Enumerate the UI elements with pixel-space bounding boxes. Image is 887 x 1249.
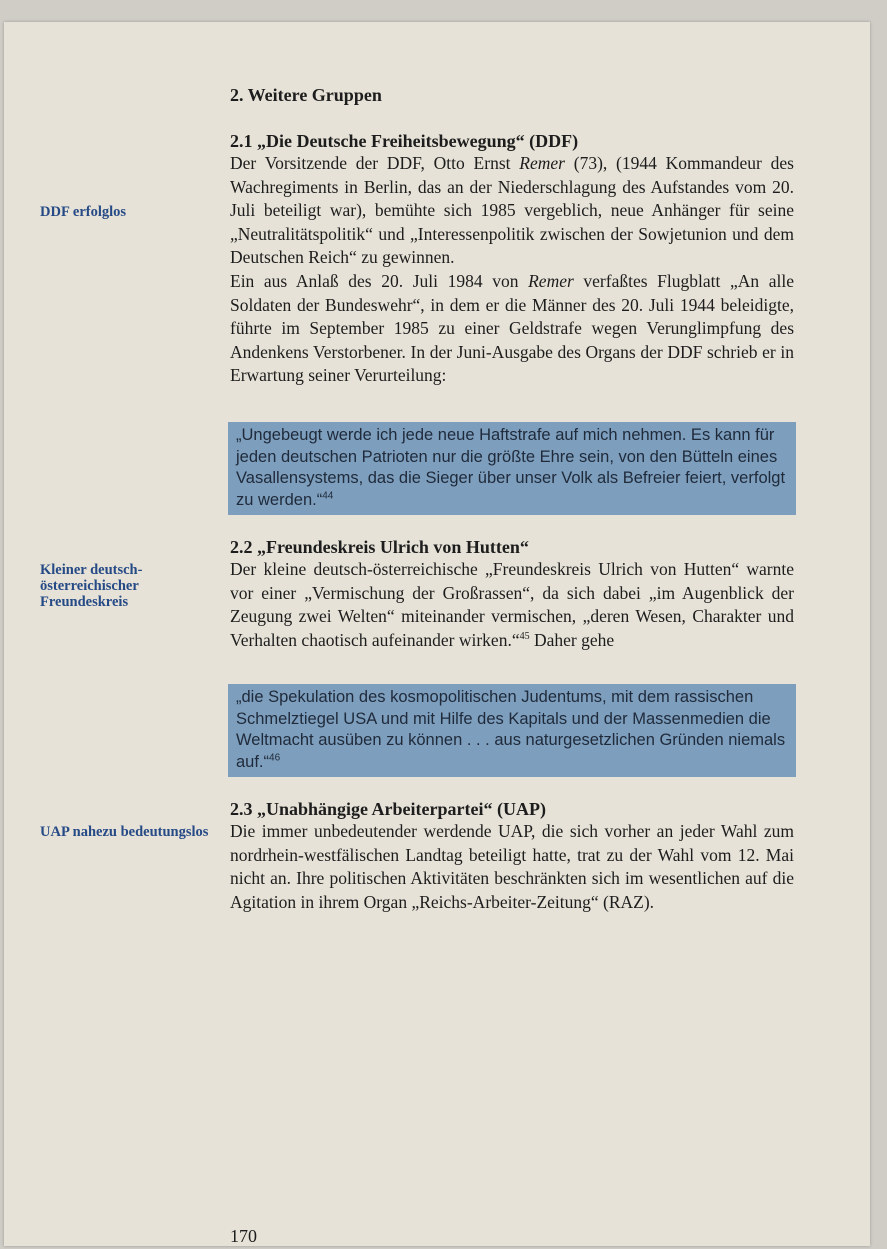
document-page xyxy=(4,22,870,1246)
page-number: 170 xyxy=(230,1226,257,1246)
section-title: 2. Weitere Gruppen xyxy=(230,85,382,105)
paragraph-ddf-2: Ein aus Anlaß des 20. Juli 1984 von Remer verfaßtes Flugblatt „An alle Soldaten der Bundeswehr“, in dem er die Männer des 20. Juli 1944 beleidigte, führte im September 1985 zu einer Geldstrafe wegen Verunglimpfung des Andenkens Verstorbener. In der Juni-Ausgabe des Organs der DDF schrieb er in Erwartung seiner Verurteilung: xyxy=(230,270,795,386)
paragraph-ddf-1: Der Vorsitzende der DDF, Otto Ernst Remer (73), (1944 Kommandeur des Wachregiments in Berlin, das an der Niederschlagung des Aufstandes vom 20. Juli beteiligt war), bemühte sich 1985 vergeblich, neue Anhänger für seine „Neutralitätspolitik“ und „Interessenpolitik zwischen der Sowjetunion und dem Deutschen Reich“ zu gewinnen. xyxy=(230,153,794,268)
footnote-46: 46 xyxy=(269,752,281,763)
footnote-44: 44 xyxy=(322,490,334,501)
footnote-45: 45 xyxy=(519,630,530,642)
paragraph-uap-1: Die immer unbedeutender werdende UAP, die sich vorher an jeder Wahl zum nordrhein-westfälischen Landtag beteiligt hatte, trat zu der Wahl vom 12. Mai nicht an. Ihre politischen Aktivitäten beschränkten sich im wesentlichen auf die Agitation in ihrem Organ „Reichs-Arbeiter-Zeitung“ (RAZ). xyxy=(230,821,794,912)
quote-ddf: „Ungebeugt werde ich jede neue Haftstrafe auf mich nehmen. Es kann für jeden deutschen Patrioten nur die größte Ehre sein, von den Bütteln eines Vasallensystems, das die Sieger über unser Volk als Befreier feiert, verfolgt zu werden.“$^{44}$ xyxy=(228,422,796,515)
margin-note-ddf: DDF erfolglos xyxy=(40,204,127,220)
section-hutten xyxy=(230,536,794,652)
name-remer-2: Remer xyxy=(528,270,574,291)
quote-hutten: „die Spekulation des kosmopolitischen Judentums, mit dem rassischen Schmelztiegel USA und mit Hilfe des Kapitals und der Massenmedien die Weltmacht ausüben zu können . . . aus naturgesetzlichen Gründen niemals auf.“$^{46}$ xyxy=(228,684,796,777)
heading-hutten: 2.2 „Freundeskreis Ulrich von Hutten“ xyxy=(230,537,529,557)
section-title-block xyxy=(230,84,794,106)
paragraph-hutten-1: Der kleine deutsch-österreichische „Freundeskreis Ulrich von Hutten“ warnte vor einer „Vermischung der Großrassen“, da sich dabei „im Augenblick der Zeugung zwei Welten“ miteinander vermischen, „deren Wesen, Charakter und Verhalten chaotisch aufeinander wirken.“$^{45}$ Daher gehe xyxy=(230,559,794,650)
section-uap xyxy=(230,798,794,914)
margin-note-uap: UAP nahezu bedeutungslos xyxy=(40,824,209,840)
heading-ddf: 2.1 „Die Deutsche Freiheitsbewegung“ (DDF) xyxy=(230,131,579,151)
heading-uap: 2.3 „Unabhängige Arbeiterpartei“ (UAP) xyxy=(230,799,546,819)
margin-note-hutten: Kleiner deutsch-österreichischer Freundeskreis xyxy=(40,562,143,610)
name-remer: Remer xyxy=(519,153,565,173)
section-ddf xyxy=(230,130,794,388)
